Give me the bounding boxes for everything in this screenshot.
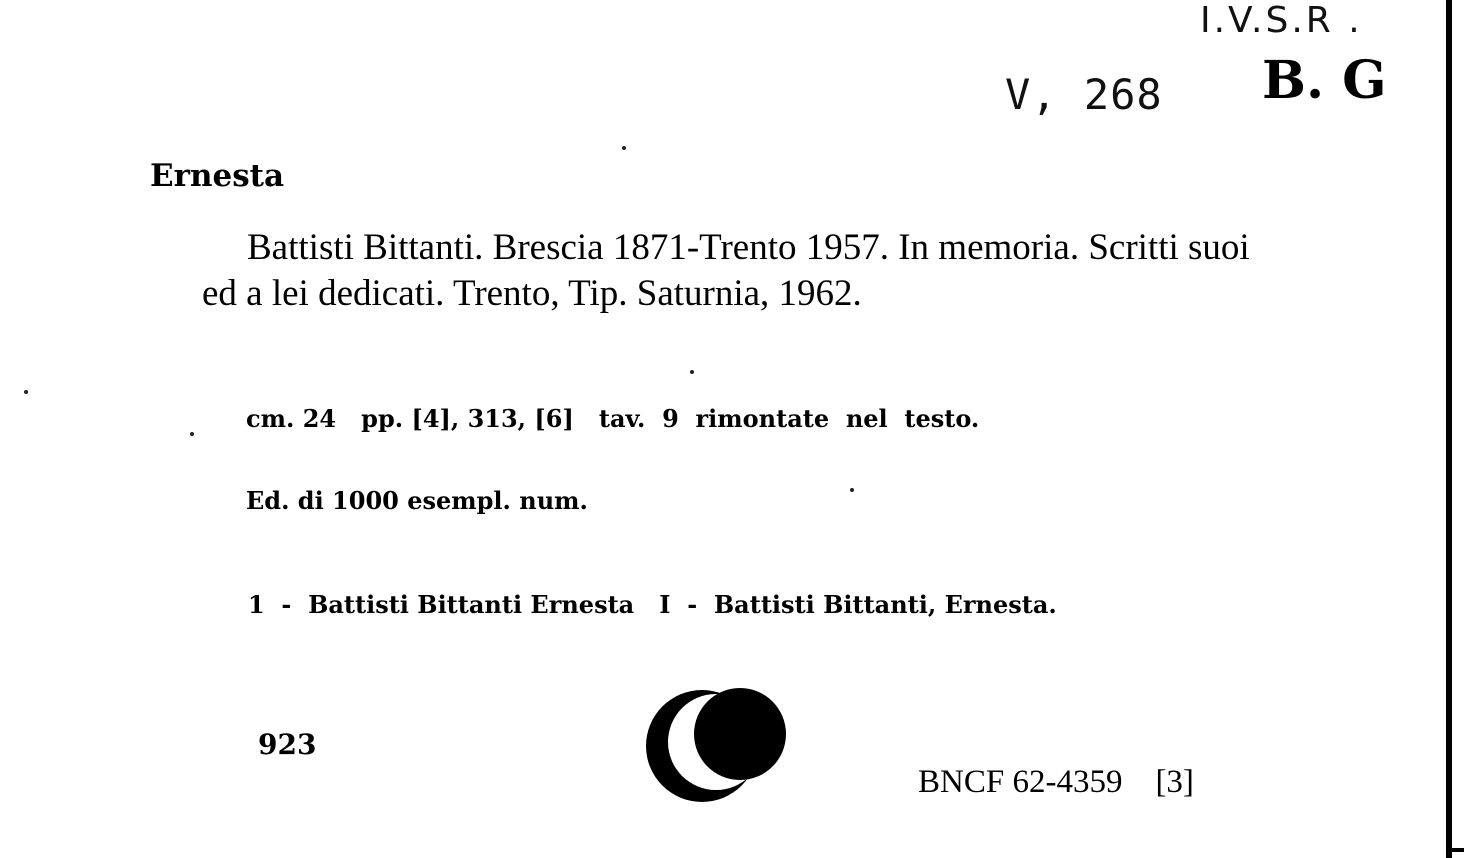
paper-speck [622, 146, 626, 150]
main-entry-text: Battisti Bittanti. Brescia 1871-Trento 1957. In memoria. Scritti suoi ed a lei dedicati. Trento, Tip. Saturnia, 1962. [202, 227, 1250, 314]
class-number: 923 [258, 728, 317, 761]
handwritten-mark: I.V.S.R . [1200, 0, 1363, 41]
paper-speck [190, 432, 194, 436]
library-number: BNCF 62-4359 [3] [918, 764, 1194, 800]
paper-speck [690, 370, 694, 374]
library-crescent-logo-icon [644, 680, 794, 804]
paper-speck [24, 390, 28, 394]
tracings-line: 1 - Battisti Bittanti Ernesta I - Battisti Bittanti, Ernesta. [248, 590, 1057, 619]
card-bottom-rule [1446, 848, 1464, 852]
collation-line: cm. 24 pp. [4], 313, [6] tav. 9 rimontate nel testo. [246, 404, 980, 433]
card-heading: Ernesta [150, 158, 285, 194]
logo-inner-disc [694, 688, 786, 780]
stamp-mark: B. G [1262, 50, 1387, 111]
edition-note: Ed. di 1000 esempl. num. [246, 486, 588, 515]
shelfmark: V, 268 [1005, 70, 1163, 119]
paper-speck [850, 488, 854, 492]
card-right-border [1446, 0, 1452, 858]
